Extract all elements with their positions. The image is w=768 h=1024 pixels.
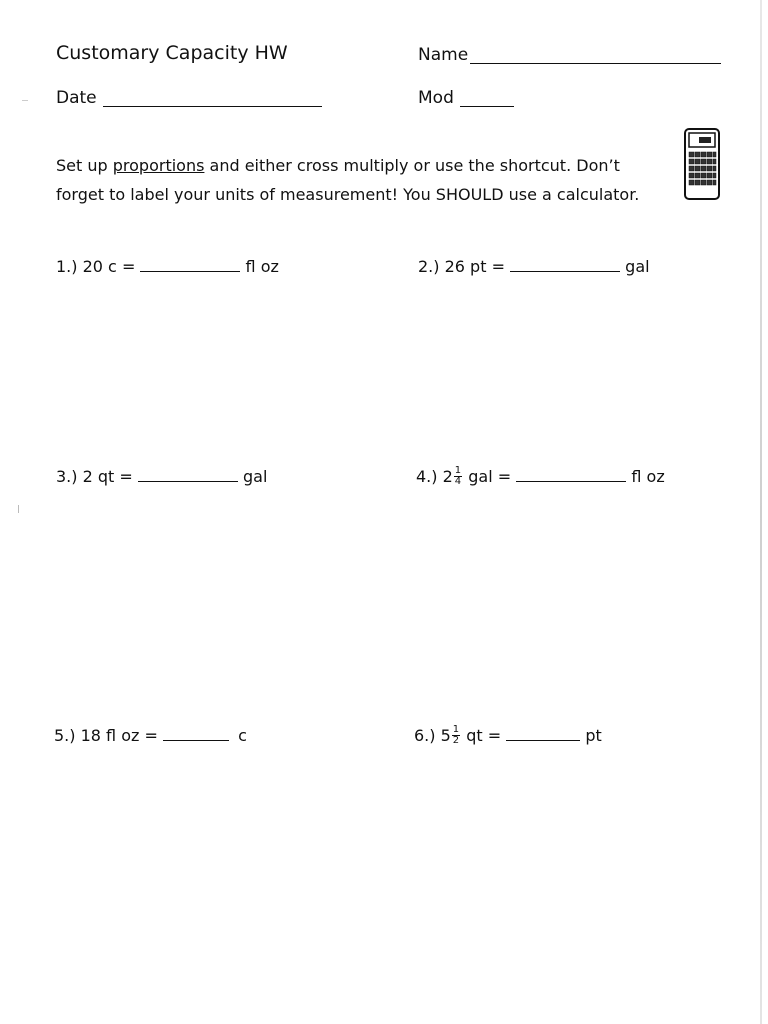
date-label: Date — [56, 88, 97, 108]
fraction-numerator: 1 — [452, 724, 460, 735]
mixed-number-whole: 5 — [440, 726, 451, 745]
problem-number: 1.) — [56, 257, 78, 276]
problem-number: 5.) — [54, 726, 76, 745]
problem-prefix: gal = — [468, 467, 512, 486]
answer-blank[interactable] — [516, 480, 626, 482]
problem-prefix: 26 pt = — [444, 257, 505, 276]
scan-speck — [22, 100, 28, 101]
problem-unit: fl oz — [631, 467, 665, 486]
scan-edge — [760, 0, 762, 1024]
calculator-icon — [684, 128, 720, 200]
scan-speck — [18, 505, 19, 513]
problem-unit: pt — [585, 726, 602, 745]
problem-prefix: 2 qt = — [82, 467, 133, 486]
fraction-numerator: 1 — [454, 465, 462, 476]
instructions-line-1 — [56, 151, 620, 180]
problem-number: 4.) — [416, 467, 438, 486]
problem-number: 2.) — [418, 257, 440, 276]
name-field[interactable] — [470, 63, 721, 64]
problem-unit: gal — [242, 467, 268, 486]
fraction-denominator: 2 — [452, 735, 460, 746]
problem-prefix: 18 fl oz = — [80, 726, 158, 745]
mod-field[interactable] — [460, 106, 514, 107]
mod-label: Mod — [418, 88, 454, 108]
mixed-number-whole: 2 — [442, 467, 453, 486]
problem-2 — [418, 257, 650, 276]
instructions-keyword: proportions — [112, 156, 205, 175]
answer-blank[interactable] — [140, 270, 240, 272]
problem-unit: c — [238, 726, 247, 745]
answer-blank[interactable] — [138, 480, 238, 482]
problem-number: 6.) — [414, 726, 436, 745]
problem-prefix: 20 c = — [82, 257, 136, 276]
instructions-line-2: forget to label your units of measurement! You SHOULD use a calculator. — [56, 185, 640, 204]
problem-unit: fl oz — [245, 257, 279, 276]
date-field[interactable] — [103, 106, 322, 107]
problem-4 — [416, 467, 665, 488]
mixed-number-fraction — [454, 466, 462, 487]
page-title: Customary Capacity HW — [56, 42, 288, 64]
name-label: Name — [418, 45, 469, 65]
answer-blank[interactable] — [163, 739, 229, 741]
problem-prefix: qt = — [466, 726, 502, 745]
problem-number: 3.) — [56, 467, 78, 486]
problem-6 — [414, 726, 602, 747]
answer-blank[interactable] — [506, 739, 580, 741]
answer-blank[interactable] — [510, 270, 620, 272]
problem-1 — [56, 257, 279, 276]
problem-3 — [56, 467, 267, 486]
mixed-number-fraction — [452, 725, 460, 746]
fraction-denominator: 4 — [454, 476, 462, 487]
instructions-text: Set up — [56, 156, 113, 175]
instructions-text: and either cross multiply or use the shortcut. Don’t — [204, 156, 620, 175]
problem-5 — [54, 726, 247, 745]
problem-unit: gal — [625, 257, 650, 276]
